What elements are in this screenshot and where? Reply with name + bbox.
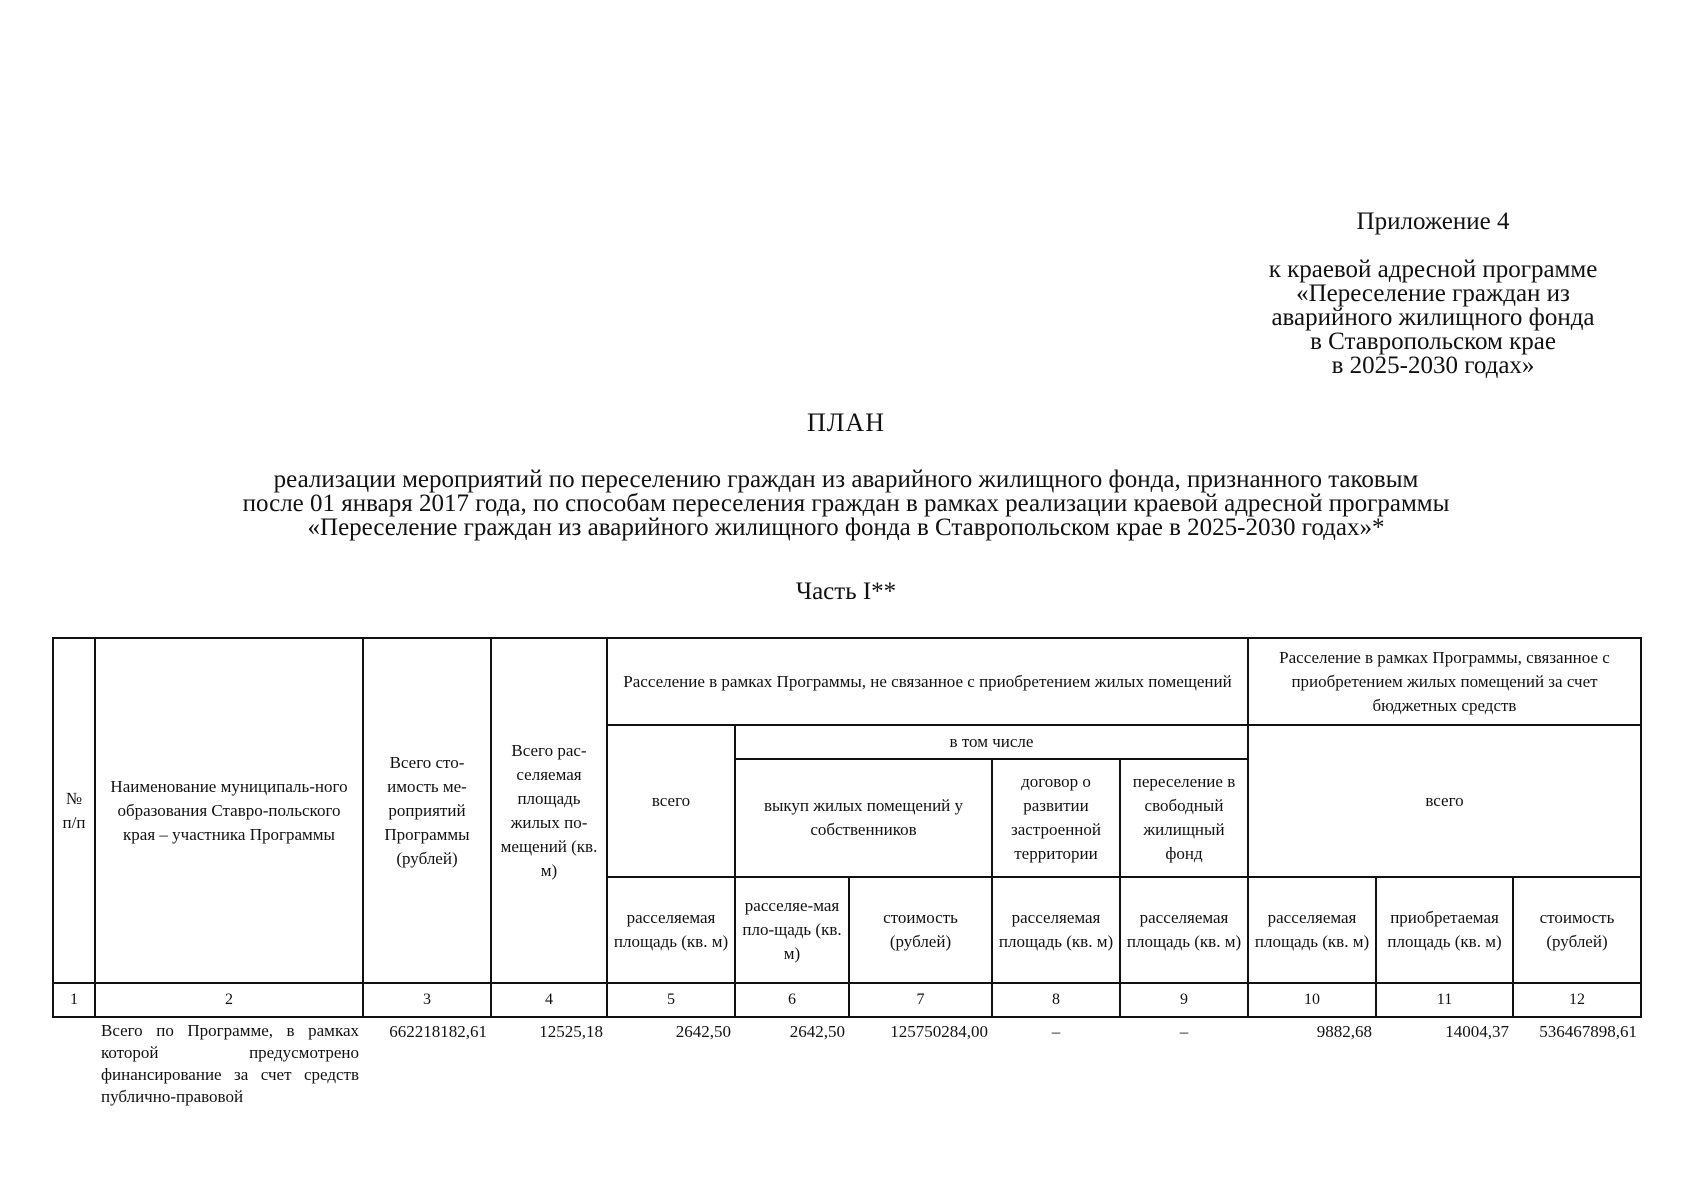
header-c6-area: расселяе-мая пло-щадь (кв. м) (735, 877, 849, 983)
header-total-cost: Всего сто-имость ме-роприятий Программы (рублей) (363, 638, 491, 983)
header-municipality-name: Наименование муниципаль-ного образования Ставро-польского края – участника Программы (95, 638, 363, 983)
header-group-not-purchase: Расселение в рамках Программы, не связанное с приобретением жилых помещений (607, 638, 1248, 725)
header-c11-acquired-area: приобретаемая площадь (кв. м) (1376, 877, 1513, 983)
column-number: 8 (992, 983, 1120, 1017)
appendix-title: Приложение 4 (1356, 208, 1510, 235)
plan-subtitle-line: «Переселение граждан из аварийного жилищного фонда в Ставропольском крае в 2025-2030 годах»* (307, 514, 1385, 541)
header-total-area: Всего рас-селяемая площадь жилых по-мещений (кв. м) (491, 638, 607, 983)
column-number: 3 (363, 983, 491, 1017)
header-c7-cost: стоимость (рублей) (849, 877, 992, 983)
column-number: 7 (849, 983, 992, 1017)
header-group-purchase: Расселение в рамках Программы, связанное с приобретением жилых помещений за счет бюджетных средств (1248, 638, 1641, 725)
column-number: 4 (491, 983, 607, 1017)
column-number: 2 (95, 983, 363, 1017)
column-number: 6 (735, 983, 849, 1017)
column-number: 9 (1120, 983, 1248, 1017)
plan-title: ПЛАН (807, 408, 885, 437)
cell-c10: 9882,68 (1316, 1022, 1372, 1041)
header-free-fund: переселение в свободный жилищный фонд (1120, 759, 1248, 877)
column-number: 10 (1248, 983, 1376, 1017)
part-title: Часть I** (795, 578, 897, 605)
cell-c6: 2642,50 (789, 1022, 845, 1041)
appendix-line: в 2025-2030 годах» (1331, 352, 1535, 379)
column-number: 1 (53, 983, 95, 1017)
plan-subtitle-line: после 01 января 2017 года, по способам переселения граждан в рамках реализации краевой адресной программы (242, 490, 1450, 517)
column-number: 12 (1513, 983, 1641, 1017)
appendix-header (1200, 210, 1666, 378)
cell-c12: 536467898,61 (1539, 1022, 1637, 1041)
header-c5-area: расселяемая площадь (кв. м) (607, 877, 735, 983)
cell-c5: 2642,50 (675, 1022, 731, 1041)
header-buyout: выкуп жилых помещений у собственников (735, 759, 992, 877)
cell-total-cost: 662218182,61 (389, 1022, 487, 1041)
header-c8-area: расселяемая площадь (кв. м) (992, 877, 1120, 983)
header-development-contract: договор о развитии застроенной территории (992, 759, 1120, 877)
cell-c8: – (1051, 1022, 1061, 1041)
appendix-line: аварийного жилищного фонда (1271, 304, 1595, 331)
plan-subtitle (130, 468, 1562, 540)
appendix-line: в Ставропольском крае (1310, 328, 1556, 355)
cell-total-name: Всего по Программе, в рамках которой предусмотрено финансирование за счет средств публично-правовой (101, 1021, 359, 1106)
header-num: № п/п (53, 638, 95, 983)
column-number: 11 (1376, 983, 1513, 1017)
cell-c9: – (1179, 1022, 1189, 1041)
header-total-not-purchase: всего (607, 725, 735, 877)
header-c9-area: расселяемая площадь (кв. м) (1120, 877, 1248, 983)
column-number: 5 (607, 983, 735, 1017)
column-number-row (53, 983, 1641, 1017)
table-row-total (53, 1017, 1641, 1110)
header-c10-area: расселяемая площадь (кв. м) (1248, 877, 1376, 983)
appendix-line: «Переселение граждан из (1296, 280, 1570, 307)
plan-subtitle-line: реализации мероприятий по переселению граждан из аварийного жилищного фонда, признанного таковым (273, 466, 1419, 493)
cell-num (53, 1017, 95, 1110)
header-total-purchase: всего (1248, 725, 1641, 877)
plan-table (52, 637, 1642, 1110)
appendix-line: к краевой адресной программе (1268, 256, 1598, 283)
cell-c7: 125750284,00 (890, 1022, 988, 1041)
cell-c11: 14004,37 (1445, 1022, 1509, 1041)
cell-total-area: 12525,18 (539, 1022, 603, 1041)
header-c12-cost: стоимость (рублей) (1513, 877, 1641, 983)
header-including: в том числе (735, 725, 1248, 759)
